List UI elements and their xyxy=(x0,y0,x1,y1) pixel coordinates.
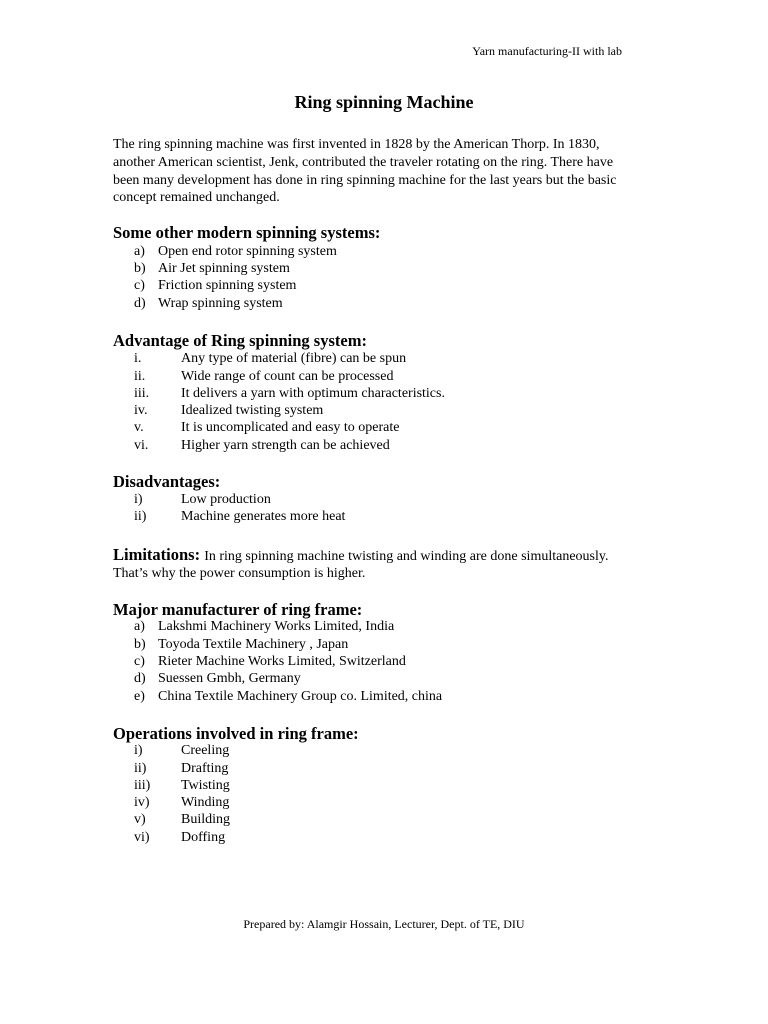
list-text: Friction spinning system xyxy=(158,278,297,293)
list-marker: i) xyxy=(134,492,143,507)
list-text: Machine generates more heat xyxy=(181,509,346,524)
list-item xyxy=(0,403,768,421)
list-item xyxy=(0,830,768,848)
list-text: Rieter Machine Works Limited, Switzerland xyxy=(158,654,406,669)
list-text: Wide range of count can be processed xyxy=(181,369,394,384)
list-item xyxy=(0,778,768,796)
intro-line-3: been many development has done in ring spinning machine for the last years but the basic xyxy=(113,173,617,188)
list-marker: a) xyxy=(134,619,145,634)
list-item xyxy=(0,278,768,296)
operations-heading: Operations involved in ring frame: xyxy=(113,724,359,743)
disadvantages-heading: Disadvantages: xyxy=(113,472,221,491)
list-text: Low production xyxy=(181,492,271,507)
list-item xyxy=(0,244,768,262)
list-text: Winding xyxy=(181,795,230,810)
list-text: It is uncomplicated and easy to operate xyxy=(181,420,400,435)
list-text: Toyoda Textile Machinery , Japan xyxy=(158,637,349,652)
list-item xyxy=(0,492,768,510)
modern-systems-heading: Some other modern spinning systems: xyxy=(113,223,381,242)
list-item xyxy=(0,795,768,813)
list-text: Lakshmi Machinery Works Limited, India xyxy=(158,619,395,634)
list-marker: ii) xyxy=(134,761,147,776)
list-item xyxy=(0,438,768,456)
list-item xyxy=(0,671,768,689)
limitations-text-continued: That’s why the power consumption is higher. xyxy=(113,566,366,581)
list-item xyxy=(0,761,768,779)
list-item xyxy=(0,812,768,830)
intro-line-2: another American scientist, Jenk, contributed the traveler rotating on the ring. There have xyxy=(113,155,614,170)
list-text: China Textile Machinery Group co. Limited, china xyxy=(158,689,443,704)
running-header: Yarn manufacturing-II with lab xyxy=(472,44,622,58)
list-text: Any type of material (fibre) can be spun xyxy=(181,351,407,366)
list-text: Wrap spinning system xyxy=(158,296,283,311)
list-marker: v) xyxy=(134,812,146,827)
list-text: Building xyxy=(181,812,231,827)
list-marker: c) xyxy=(134,278,145,293)
advantages-heading: Advantage of Ring spinning system: xyxy=(113,331,367,350)
list-marker: vi. xyxy=(134,438,149,453)
limitations-heading: Limitations: xyxy=(113,545,201,564)
list-marker: e) xyxy=(134,689,145,704)
list-marker: iii) xyxy=(134,778,151,793)
list-text: Drafting xyxy=(181,761,229,776)
list-marker: v. xyxy=(134,420,144,435)
list-marker: vi) xyxy=(134,830,150,845)
list-marker: c) xyxy=(134,654,145,669)
list-text: Doffing xyxy=(181,830,226,845)
limitations-text: In ring spinning machine twisting and winding are done simultaneously. xyxy=(204,549,609,564)
list-marker: iii. xyxy=(134,386,150,401)
list-text: Higher yarn strength can be achieved xyxy=(181,438,390,453)
list-marker: iv. xyxy=(134,403,148,418)
list-marker: a) xyxy=(134,244,145,259)
list-marker: i) xyxy=(134,743,143,758)
document-title: Ring spinning Machine xyxy=(294,92,474,112)
list-marker: i. xyxy=(134,351,142,366)
list-item xyxy=(0,619,768,637)
limitations-paragraph xyxy=(113,545,608,565)
list-item xyxy=(0,386,768,404)
list-item xyxy=(0,369,768,387)
intro-line-4: concept remained unchanged. xyxy=(113,190,280,205)
list-marker: b) xyxy=(134,261,146,276)
list-marker: iv) xyxy=(134,795,150,810)
list-marker: ii. xyxy=(134,369,146,384)
list-marker: b) xyxy=(134,637,146,652)
list-marker: d) xyxy=(134,671,146,686)
list-text: It delivers a yarn with optimum characteristics. xyxy=(181,386,445,401)
list-item xyxy=(0,509,768,527)
list-item xyxy=(0,689,768,707)
manufacturers-heading: Major manufacturer of ring frame: xyxy=(113,600,363,619)
list-text: Suessen Gmbh, Germany xyxy=(158,671,301,686)
list-text: Open end rotor spinning system xyxy=(158,244,337,259)
list-text: Air Jet spinning system xyxy=(158,261,290,276)
list-marker: ii) xyxy=(134,509,147,524)
list-text: Twisting xyxy=(181,778,230,793)
list-item xyxy=(0,654,768,672)
list-item xyxy=(0,743,768,761)
list-item xyxy=(0,637,768,655)
list-text: Creeling xyxy=(181,743,230,758)
list-item xyxy=(0,420,768,438)
list-marker: d) xyxy=(134,296,146,311)
list-text: Idealized twisting system xyxy=(181,403,324,418)
list-item xyxy=(0,296,768,314)
list-item xyxy=(0,351,768,369)
footer-credit: Prepared by: Alamgir Hossain, Lecturer, Dept. of TE, DIU xyxy=(243,917,525,931)
list-item xyxy=(0,261,768,279)
intro-line-1: The ring spinning machine was first invented in 1828 by the American Thorp. In 1830, xyxy=(113,137,600,152)
